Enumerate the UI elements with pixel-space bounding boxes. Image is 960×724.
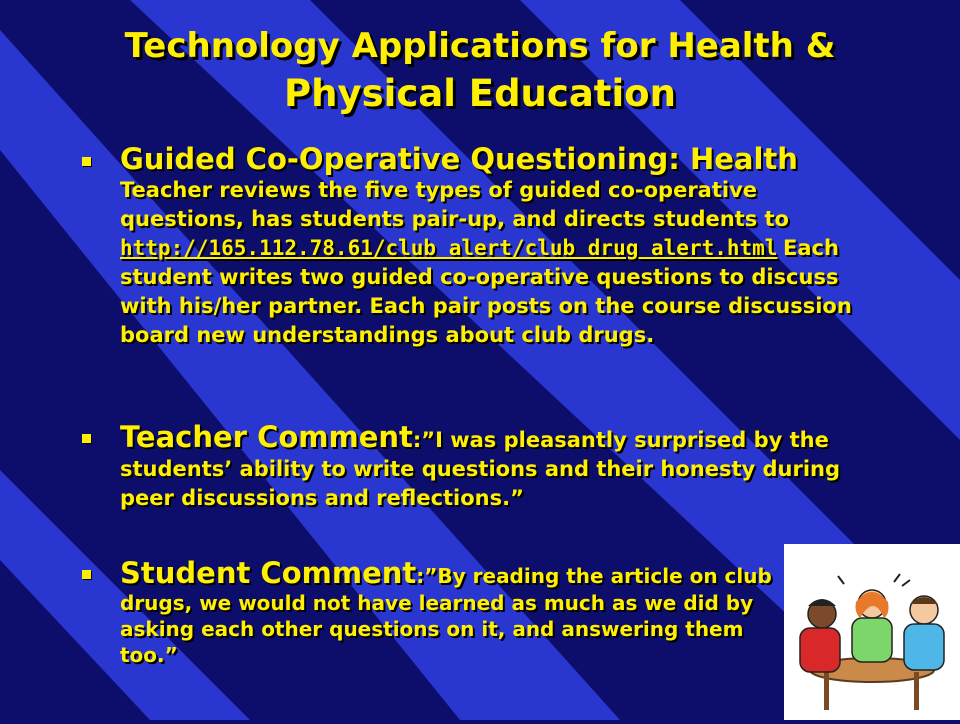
square-bullet-icon [82, 157, 91, 166]
club-drug-alert-link[interactable]: http://165.112.78.61/club alert/club drug alert.html [120, 236, 778, 260]
bullet-student-comment [88, 556, 778, 668]
square-bullet-icon [82, 434, 91, 443]
students-at-table-clipart [784, 544, 960, 720]
clipart-icon [784, 544, 960, 720]
slide-title [40, 22, 920, 118]
square-bullet-icon [82, 570, 91, 579]
bullet-text-after-link: Each student writes two guided co-operative questions to discuss with his/her partner. Each pair posts on the course discussion board new understandings about club drugs. [120, 236, 852, 347]
title-line-1: Technology Applications for Health & [124, 26, 836, 66]
teacher-comment-heading: Teacher Comment [120, 420, 413, 454]
bullet-guided-questioning [88, 143, 868, 350]
title-line-2: Physical Education [284, 72, 676, 115]
bullet-lead: Guided Co-Operative Questioning: Health [120, 142, 798, 176]
teacher-comment-text: :”I was pleasantly surprised by the students’ ability to write questions and their honesty during peer discussions and reflections.” [120, 428, 841, 510]
student-comment-heading: Student Comment [120, 556, 417, 590]
bullet-text-before-link: Teacher reviews the five types of guided co-operative questions, has students pair-up, and directs students to [120, 178, 789, 231]
student-comment-text: :”By reading the article on club drugs, we would not have learned as much as we did by asking each other questions on it, and answering them too.” [120, 564, 772, 667]
bullet-teacher-comment [88, 420, 868, 513]
